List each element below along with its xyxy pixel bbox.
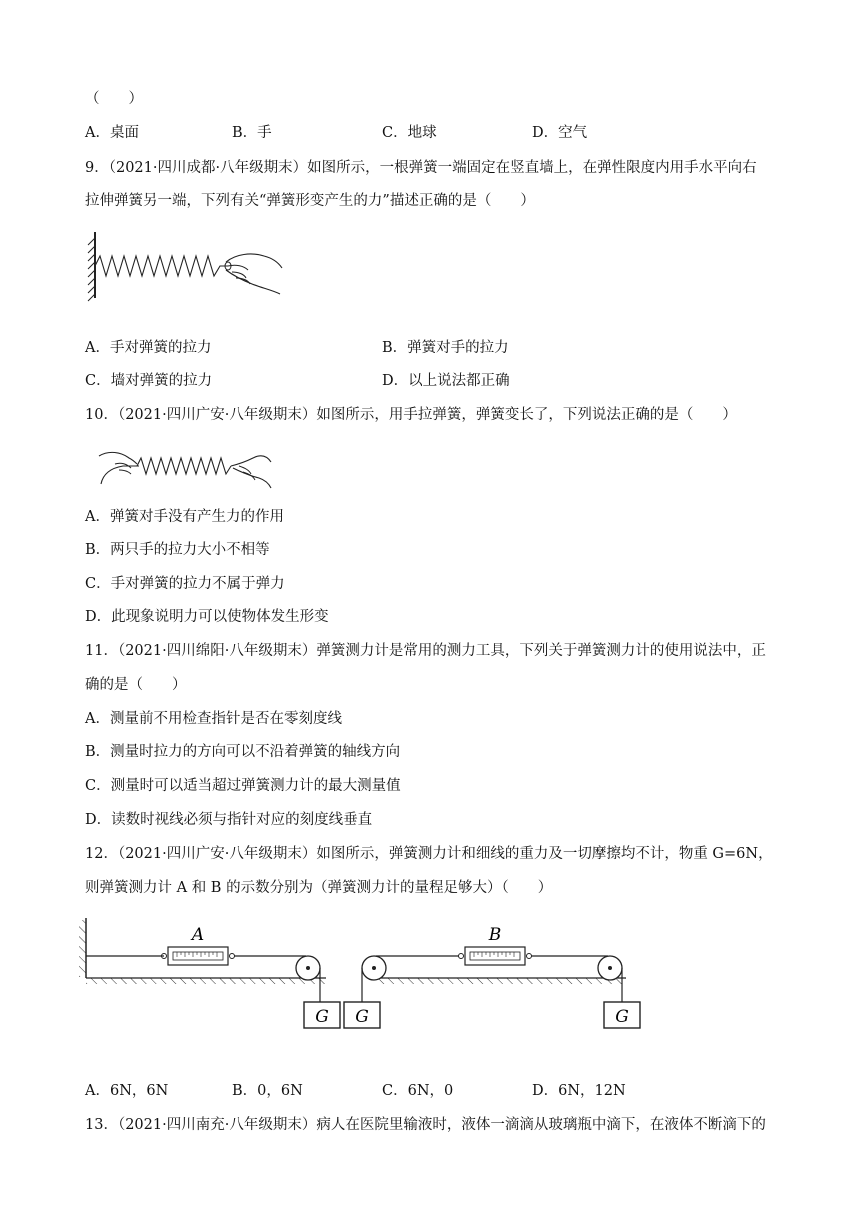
q8-option-a: A．桌面	[85, 125, 139, 141]
weight-g-right: G	[615, 1007, 629, 1027]
q11-option-c: C．测量时可以适当超过弹簧测力计的最大测量值	[85, 778, 401, 794]
q9-option-b: B．弹簧对手的拉力	[382, 340, 509, 356]
q12-option-d: D．6N，12N	[532, 1083, 626, 1099]
q11-option-d: D．读数时视线必须与指针对应的刻度线垂直	[85, 812, 373, 828]
q11-stem-line1: 11．（2021·四川绵阳·八年级期末）弹簧测力计是常用的测力工具，下列关于弹簧测力计的使用说法中，正	[85, 643, 766, 659]
q8-blank: （ ）	[85, 91, 143, 107]
scale-b-label: B	[488, 925, 502, 945]
q8-option-b: B．手	[232, 125, 272, 141]
q9-spring-wall-hand-figure	[86, 228, 286, 304]
q12-spring-scale-pulley-figure	[74, 912, 654, 1038]
q12-option-a: A．6N，6N	[85, 1083, 169, 1099]
weight-g-middle: G	[355, 1007, 369, 1027]
q10-option-b: B．两只手的拉力大小不相等	[85, 542, 270, 558]
q9-option-a: A．手对弹簧的拉力	[85, 340, 212, 356]
q13-stem-line1: 13．（2021·四川南充·八年级期末）病人在医院里输液时，液体一滴滴从玻璃瓶中滴下，在液体不断滴下的	[85, 1117, 766, 1133]
weight-g-left: G	[315, 1007, 329, 1027]
q8-option-d: D．空气	[532, 125, 588, 141]
q10-option-d: D．此现象说明力可以使物体发生形变	[85, 609, 329, 625]
q9-stem-line2: 拉伸弹簧另一端，下列有关“弹簧形变产生的力”描述正确的是（ ）	[85, 193, 535, 209]
q12-option-c: C．6N，0	[382, 1083, 454, 1099]
q10-two-hands-spring-figure	[95, 444, 275, 492]
q8-option-c: C．地球	[382, 125, 437, 141]
q9-option-c: C．墙对弹簧的拉力	[85, 373, 213, 389]
q10-option-c: C．手对弹簧的拉力不属于弹力	[85, 576, 285, 592]
q11-option-a: A．测量前不用检查指针是否在零刻度线	[85, 711, 342, 727]
q9-option-d: D．以上说法都正确	[382, 373, 510, 389]
q12-stem-line1: 12．（2021·四川广安·八年级期末）如图所示，弹簧测力计和细线的重力及一切摩擦均不计，物重 G=6N，	[85, 846, 773, 862]
q10-option-a: A．弹簧对手没有产生力的作用	[85, 509, 284, 525]
q10-stem: 10．（2021·四川广安·八年级期末）如图所示，用手拉弹簧，弹簧变长了，下列说法正确的是（ ）	[85, 407, 737, 423]
scale-a-label: A	[191, 925, 205, 945]
q11-stem-line2: 确的是（ ）	[85, 677, 187, 693]
q12-option-b: B．0，6N	[232, 1083, 303, 1099]
q11-option-b: B．测量时拉力的方向可以不沿着弹簧的轴线方向	[85, 744, 401, 760]
q9-stem-line1: 9．（2021·四川成都·八年级期末）如图所示，一根弹簧一端固定在竖直墙上，在弹性限度内用手水平向右	[85, 160, 757, 176]
q12-stem-line2: 则弹簧测力计 A 和 B 的示数分别为（弹簧测力计的量程足够大）（ ）	[85, 880, 553, 896]
